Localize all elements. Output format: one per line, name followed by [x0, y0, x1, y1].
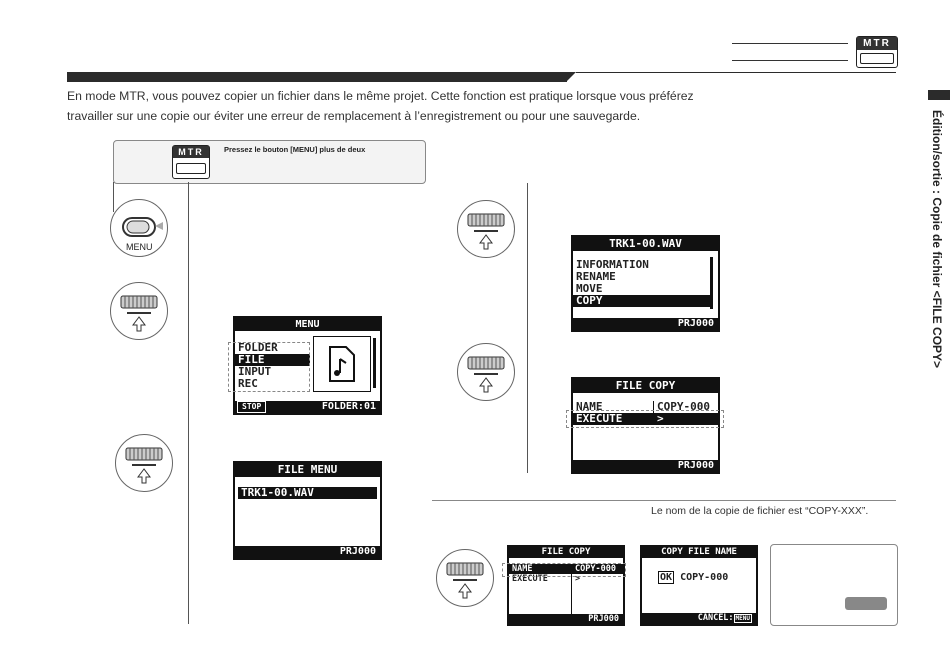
mtr-track-icon: [860, 53, 894, 64]
lcd-copy-execute-value: >: [654, 413, 718, 425]
lcd-file-menu-title: FILE MENU: [235, 463, 380, 477]
intro-paragraph: [67, 86, 767, 126]
lcd-copy-file-name-screen: [640, 545, 758, 626]
dial-icon-confirm: [457, 343, 515, 401]
side-section-title: [926, 110, 946, 430]
lcd-file-menu-item: TRK1-00.WAV: [238, 487, 377, 499]
instruction-text: Pressez le bouton [MENU] plus de deux: [224, 145, 366, 154]
intro-line-2: travailler sur une copie our éviter une erreur de remplacement à l’enregistrement ou pour une sauvegarde.: [67, 109, 641, 123]
tip-divider: [432, 500, 896, 501]
lcd-copy-name-label: NAME: [576, 400, 603, 413]
lcd-file-illustration: [313, 336, 371, 392]
menu-button-icon: [110, 199, 168, 257]
lcd-small-execute-label: EXECUTE: [512, 574, 548, 584]
instruction-box: [113, 140, 426, 184]
lcd-menu-folder-label: FOLDER:01: [321, 401, 376, 412]
lcd-menu-tag: MENU: [735, 615, 750, 622]
lcd-option-move: MOVE: [576, 282, 603, 295]
lcd-menu-item-input: INPUT: [238, 365, 272, 378]
lcd-copy-name-value: COPY-000: [657, 400, 710, 413]
column-divider-left: [188, 182, 189, 624]
lcd-file-menu-footer: PRJ000: [235, 546, 380, 558]
menu-button-label: MENU: [126, 242, 153, 252]
note-gray-button: [845, 597, 887, 610]
lcd-menu-title: MENU: [235, 318, 380, 331]
lcd-cancel-label: CANCEL:: [697, 613, 734, 623]
lcd-file-options-title: TRK1-00.WAV: [573, 237, 718, 251]
lcd-copy-name-edit-value: COPY-000: [680, 572, 729, 583]
section-title-bar: [67, 72, 567, 82]
mtr-badge-label: MTR: [857, 37, 897, 50]
header-rule-top: [732, 43, 848, 44]
note-box: [770, 544, 898, 626]
side-section-title-text: Édition/sortie : Copie de fichier <FILE COPY>: [930, 110, 944, 369]
section-title-bar-tail: [566, 72, 576, 82]
column-divider-right: [527, 183, 528, 473]
lcd-file-options-screen: [571, 235, 720, 332]
lcd-small-title: FILE COPY: [509, 547, 623, 558]
lcd-option-copy: COPY: [573, 295, 710, 307]
dial-icon-tip: [436, 549, 494, 607]
lcd-menu-item-rec: REC: [238, 377, 258, 390]
lcd-file-copy-footer: PRJ000: [573, 460, 718, 472]
instruction-mtr-badge: [172, 145, 210, 179]
lcd-options-scrollbar: [710, 257, 713, 309]
lcd-menu-scrollbar: [373, 338, 376, 388]
lcd-menu-item-file: FILE: [235, 354, 310, 366]
selection-highlight-execute: [566, 410, 724, 428]
lcd-small-name-value: COPY-000: [572, 564, 623, 574]
header-rule-bottom: [732, 60, 848, 61]
selection-highlight-file: [228, 342, 310, 392]
dial-icon-left: [115, 434, 173, 492]
lcd-menu-footer: [235, 401, 380, 413]
side-tab-marker: [928, 90, 950, 100]
section-title-rule: [576, 72, 896, 73]
lcd-file-copy-title: FILE COPY: [573, 379, 718, 393]
instruction-mtr-label: MTR: [173, 146, 209, 158]
lcd-option-rename: RENAME: [576, 270, 616, 283]
lcd-stop-tag: STOP: [237, 401, 266, 413]
lcd-small-execute-value: >: [575, 574, 581, 584]
lcd-ok-tag: OK: [660, 572, 673, 583]
lcd-copy-execute-label: EXECUTE: [573, 413, 653, 425]
instruction-track-icon: [176, 163, 206, 174]
lcd-option-information: INFORMATION: [576, 258, 649, 271]
lcd-file-options-footer: PRJ000: [573, 318, 718, 330]
mtr-mode-badge: [856, 36, 898, 68]
lcd-file-copy-small-screen: [507, 545, 625, 626]
lcd-menu-item-folder: FOLDER: [238, 341, 278, 354]
lcd-copy-file-name-title: COPY FILE NAME: [642, 547, 756, 558]
dial-icon-up: [110, 282, 168, 340]
selection-highlight-name: [502, 563, 626, 577]
intro-line-1: En mode MTR, vous pouvez copier un fichier dans le même projet. Cette fonction est pratique lorsque vous préférez: [67, 89, 694, 103]
tip-caption: Le nom de la copie de fichier est “COPY-XXX”.: [651, 505, 869, 517]
dial-icon-scroll: [457, 200, 515, 258]
lcd-file-menu-screen: [233, 461, 382, 560]
lcd-small-name-label: NAME: [509, 564, 571, 574]
lcd-small-footer: PRJ000: [509, 614, 623, 624]
lcd-copy-file-name-footer: [642, 613, 756, 624]
